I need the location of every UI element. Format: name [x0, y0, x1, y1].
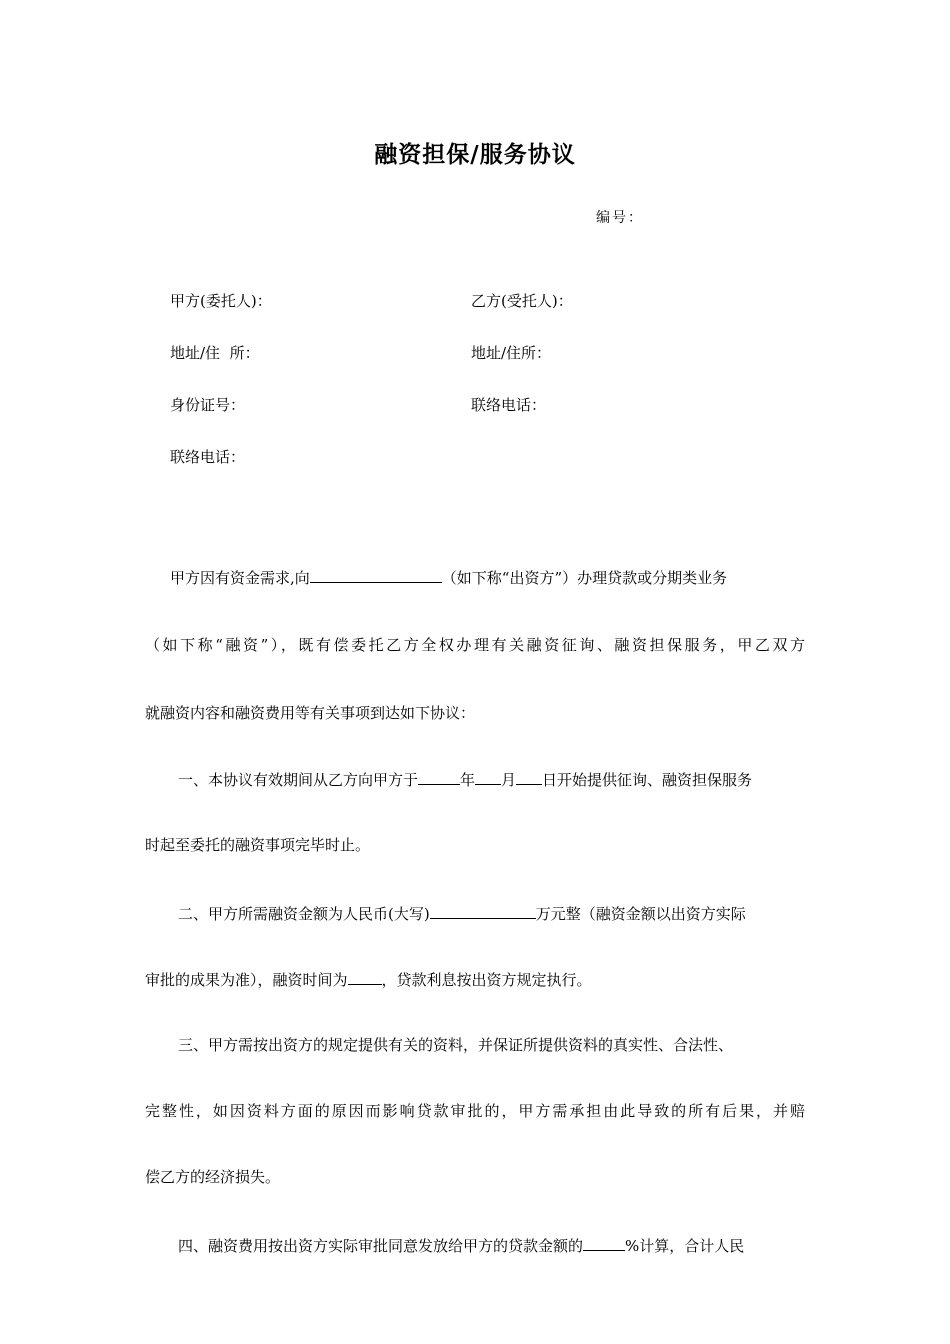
- clause-text: 月: [501, 771, 517, 789]
- clause-text: 日开始提供征询、融资担保服务: [542, 771, 753, 789]
- clause-text: 万元整（融资金额以出资方实际: [535, 905, 746, 923]
- preamble-line-3: 就融资内容和融资费用等有关事项到达如下协议：: [145, 704, 476, 722]
- party-b-address-label: 地址/住所：: [471, 344, 552, 362]
- party-a-address-label: 地址/住 所：: [170, 344, 260, 362]
- clause-4-line-1: [178, 1234, 805, 1256]
- loan-amount-blank: [430, 902, 536, 919]
- clause-1-line-2: 时起至委托的融资事项完毕时止。: [145, 836, 371, 854]
- clause-1-line-1: [178, 768, 805, 790]
- preamble-line-2: （如下称“融资”），既有偿委托乙方全权办理有关融资征询、融资担保服务，甲乙双方: [145, 636, 805, 654]
- preamble-text: 甲方因有资金需求,向: [170, 569, 310, 587]
- clause-text: 审批的成果为准），融资时间为: [145, 971, 348, 989]
- loan-term-blank: [348, 968, 382, 985]
- party-a-phone-label: 联络电话：: [170, 448, 246, 466]
- document-title: 融资担保/服务协议: [374, 141, 576, 168]
- clause-text: ，贷款利息按出资方规定执行。: [381, 971, 592, 989]
- clause-text: 一、本协议有效期间从乙方向甲方于: [178, 771, 419, 789]
- contract-number-label: 编号：: [596, 210, 644, 226]
- party-b-phone-label: 联络电话：: [471, 396, 547, 414]
- party-a-id-label: 身份证号：: [170, 396, 246, 414]
- clause-3-line-2: 完整性，如因资料方面的原因而影响贷款审批的，甲方需承担由此导致的所有后果，并赔: [145, 1102, 805, 1120]
- clause-3-line-1: 三、甲方需按出资方的规定提供有关的资料，并保证所提供资料的真实性、合法性、: [178, 1036, 734, 1054]
- preamble-text: （如下称“出资方”）办理贷款或分期类业务: [441, 569, 728, 587]
- clause-text: 四、融资费用按出资方实际审批同意发放给甲方的贷款金额的: [178, 1237, 584, 1255]
- clause-2-line-2: [145, 968, 805, 990]
- clause-3-line-3: 偿乙方的经济损失。: [145, 1168, 281, 1186]
- clause-text: 二、甲方所需融资金额为人民币(大写): [178, 905, 430, 923]
- year-blank: [418, 768, 460, 785]
- lender-name-blank: [310, 566, 442, 583]
- clause-2-line-1: [178, 902, 805, 924]
- party-b-name-label: 乙方(受托人)：: [471, 292, 573, 310]
- clause-text: %计算，合计人民: [625, 1237, 745, 1255]
- party-a-name-label: 甲方(委托人)：: [170, 292, 272, 310]
- preamble-line-1: [170, 566, 805, 588]
- clause-text: 年: [460, 771, 476, 789]
- month-blank: [475, 768, 501, 785]
- fee-rate-blank: [583, 1234, 625, 1251]
- day-blank: [516, 768, 542, 785]
